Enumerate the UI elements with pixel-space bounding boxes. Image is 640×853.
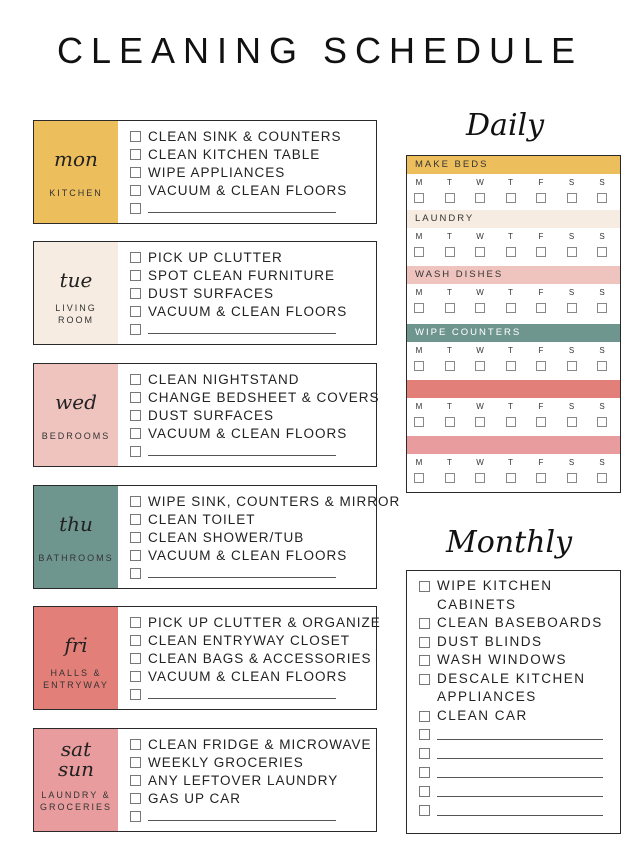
day-checkbox[interactable] xyxy=(536,193,546,203)
write-in-line[interactable] xyxy=(437,730,603,740)
task-checkbox[interactable] xyxy=(130,324,141,335)
blank-task xyxy=(419,801,607,820)
task-checkbox[interactable] xyxy=(419,805,430,816)
day-checkbox[interactable] xyxy=(506,417,516,427)
task-checkbox[interactable] xyxy=(419,729,430,740)
day-checkbox[interactable] xyxy=(506,361,516,371)
write-in-line[interactable] xyxy=(148,446,336,456)
weekday-label: W xyxy=(476,178,484,187)
task-checkbox[interactable] xyxy=(130,446,141,457)
weekday-label: T xyxy=(447,288,452,297)
write-in-line[interactable] xyxy=(437,749,603,759)
day-checkbox[interactable] xyxy=(536,247,546,257)
task-checkbox[interactable] xyxy=(419,637,430,648)
weekday-label: T xyxy=(447,346,452,355)
day-checkbox[interactable] xyxy=(414,303,424,313)
task-item xyxy=(130,546,400,564)
day-checkbox[interactable] xyxy=(567,247,577,257)
blank-task xyxy=(130,320,347,338)
blank-task xyxy=(130,564,400,582)
weekday-label: F xyxy=(538,288,544,297)
day-checkbox[interactable] xyxy=(567,303,577,313)
task-checkbox[interactable] xyxy=(130,775,141,786)
day-checkbox[interactable] xyxy=(445,417,455,427)
task-item xyxy=(130,649,381,667)
task-label: PICK UP CLUTTER & ORGANIZE xyxy=(148,614,381,630)
day-checkbox[interactable] xyxy=(536,473,546,483)
weekday-label: S xyxy=(599,346,605,355)
task-checkbox[interactable] xyxy=(130,203,141,214)
task-label: CLEAN KITCHEN TABLE xyxy=(148,146,321,162)
task-item xyxy=(130,667,381,685)
weekday-label: T xyxy=(447,458,452,467)
day-checkbox[interactable] xyxy=(506,303,516,313)
task-item xyxy=(130,127,347,145)
day-tag xyxy=(34,242,118,344)
day-card-5 xyxy=(33,728,377,832)
weekday-label: S xyxy=(599,402,605,411)
day-checkbox[interactable] xyxy=(414,361,424,371)
weekday-label: S xyxy=(568,402,575,411)
blank-task xyxy=(130,685,381,703)
write-in-line[interactable] xyxy=(148,811,336,821)
blank-task xyxy=(130,807,372,825)
day-checkbox[interactable] xyxy=(597,303,607,313)
task-label: CLEAN NIGHTSTAND xyxy=(148,371,300,387)
weekday-label: M xyxy=(415,232,423,241)
weekday-label: W xyxy=(476,232,484,241)
task-checkbox[interactable] xyxy=(130,689,141,700)
day-checkbox[interactable] xyxy=(506,247,516,257)
weekday-label: M xyxy=(415,346,423,355)
task-label: DUST SURFACES xyxy=(148,407,275,423)
day-checkbox[interactable] xyxy=(414,193,424,203)
daily-task-header xyxy=(407,436,620,454)
weekday-label: S xyxy=(568,458,575,467)
task-checkbox[interactable] xyxy=(130,739,141,750)
task-item xyxy=(130,631,381,649)
day-card-1 xyxy=(33,241,377,345)
blank-task xyxy=(419,763,607,782)
day-card-4 xyxy=(33,606,381,710)
weekday-label: S xyxy=(568,178,575,187)
weekday-label: S xyxy=(599,178,605,187)
day-checkbox[interactable] xyxy=(445,193,455,203)
task-checkbox[interactable] xyxy=(419,767,430,778)
blank-task xyxy=(130,199,347,217)
day-tag xyxy=(34,607,118,709)
day-tag xyxy=(34,729,118,831)
day-checkbox[interactable] xyxy=(536,303,546,313)
weekday-label: S xyxy=(568,288,575,297)
task-item xyxy=(130,510,400,528)
task-checkbox[interactable] xyxy=(130,306,141,317)
task-label: WIPE APPLIANCES xyxy=(148,164,286,180)
weekday-label: S xyxy=(599,232,605,241)
day-checkbox[interactable] xyxy=(414,417,424,427)
monthly-heading: Monthly xyxy=(446,525,573,560)
daily-task-header xyxy=(407,380,620,398)
weekday-label: F xyxy=(538,458,544,467)
day-checkbox[interactable] xyxy=(414,473,424,483)
room-label: HALLS & xyxy=(50,668,102,678)
weekday-label: S xyxy=(599,288,605,297)
task-checkbox[interactable] xyxy=(130,131,141,142)
task-checkbox[interactable] xyxy=(419,618,430,629)
monthly-list xyxy=(406,570,621,834)
task-checkbox[interactable] xyxy=(130,532,141,543)
day-checkbox[interactable] xyxy=(567,473,577,483)
task-label: PICK UP CLUTTER xyxy=(148,249,283,265)
task-label: DUST SURFACES xyxy=(148,285,275,301)
task-item xyxy=(130,284,347,302)
task-checkbox[interactable] xyxy=(419,674,430,685)
weekday-label: T xyxy=(508,178,513,187)
task-checkbox[interactable] xyxy=(130,793,141,804)
room-label: ENTRYWAY xyxy=(43,680,109,690)
day-script: sat xyxy=(60,737,92,761)
day-checkbox[interactable] xyxy=(445,361,455,371)
day-tag xyxy=(34,486,118,588)
weekday-label: F xyxy=(538,346,544,355)
task-checkbox[interactable] xyxy=(130,428,141,439)
weekday-label: T xyxy=(508,458,513,467)
task-checkbox[interactable] xyxy=(130,270,141,281)
task-label: ANY LEFTOVER LAUNDRY xyxy=(148,772,339,788)
task-checkbox[interactable] xyxy=(130,635,141,646)
task-item xyxy=(130,424,380,442)
write-in-line[interactable] xyxy=(148,203,336,213)
day-script: mon xyxy=(54,147,98,171)
weekday-label: F xyxy=(538,178,544,187)
task-item xyxy=(130,613,381,631)
weekday-row xyxy=(407,175,620,211)
day-checkbox[interactable] xyxy=(475,247,485,257)
day-tag xyxy=(34,364,118,466)
task-item xyxy=(130,163,347,181)
day-checkbox[interactable] xyxy=(597,193,607,203)
blank-task xyxy=(419,782,607,801)
day-checkbox[interactable] xyxy=(597,361,607,371)
task-item xyxy=(130,266,347,284)
weekday-label: M xyxy=(415,288,423,297)
weekday-row xyxy=(407,455,620,491)
task-checkbox[interactable] xyxy=(130,671,141,682)
day-card-2 xyxy=(33,363,380,467)
task-label: VACUUM & CLEAN FLOORS xyxy=(148,547,348,563)
task-checkbox[interactable] xyxy=(419,748,430,759)
day-checkbox[interactable] xyxy=(414,247,424,257)
task-label: SPOT CLEAN FURNITURE xyxy=(148,267,336,283)
task-label: VACUUM & CLEAN FLOORS xyxy=(148,425,348,441)
write-in-line[interactable] xyxy=(437,768,603,778)
room-label: BEDROOMS xyxy=(41,431,111,441)
task-item xyxy=(130,370,380,388)
day-checkbox[interactable] xyxy=(475,473,485,483)
day-script: thu xyxy=(59,512,93,536)
weekday-label: T xyxy=(447,402,452,411)
weekday-label: M xyxy=(415,178,423,187)
day-checkbox[interactable] xyxy=(445,473,455,483)
blank-task xyxy=(130,442,380,460)
task-checkbox[interactable] xyxy=(130,392,141,403)
task-label: CHANGE BEDSHEET & COVERS xyxy=(148,389,380,405)
room-label: LIVING xyxy=(55,303,97,313)
day-checkbox[interactable] xyxy=(567,417,577,427)
task-item xyxy=(130,753,372,771)
task-label: VACUUM & CLEAN FLOORS xyxy=(148,303,348,319)
weekday-label: T xyxy=(447,178,452,187)
weekday-label: F xyxy=(538,232,544,241)
task-checkbox[interactable] xyxy=(130,811,141,822)
weekday-row xyxy=(407,399,620,435)
task-label: VACUUM & CLEAN FLOORS xyxy=(148,182,348,198)
task-label: CLEAN BAGS & ACCESSORIES xyxy=(148,650,372,666)
monthly-task xyxy=(419,651,607,670)
task-label: CLEAN SINK & COUNTERS xyxy=(148,128,342,144)
task-item xyxy=(130,302,347,320)
weekday-label: S xyxy=(568,232,575,241)
day-checkbox[interactable] xyxy=(475,361,485,371)
task-item xyxy=(130,492,400,510)
task-label: CLEAN SHOWER/TUB xyxy=(148,529,305,545)
monthly-task xyxy=(419,707,607,726)
task-label: CLEAN FRIDGE & MICROWAVE xyxy=(148,736,372,752)
task-checkbox[interactable] xyxy=(419,786,430,797)
write-in-line[interactable] xyxy=(437,787,603,797)
task-label: DUST BLINDS xyxy=(437,633,543,649)
task-label: GAS UP CAR xyxy=(148,790,242,806)
task-checkbox[interactable] xyxy=(130,496,141,507)
blank-task xyxy=(419,725,607,744)
task-item xyxy=(130,528,400,546)
task-checkbox[interactable] xyxy=(130,514,141,525)
day-script: tue xyxy=(59,268,93,292)
day-script: wed xyxy=(55,390,97,414)
day-checkbox[interactable] xyxy=(475,193,485,203)
day-script: fri xyxy=(64,633,88,657)
daily-task-header: MAKE BEDS xyxy=(407,156,620,174)
day-checkbox[interactable] xyxy=(475,417,485,427)
day-checkbox[interactable] xyxy=(445,303,455,313)
weekday-label: T xyxy=(508,288,513,297)
weekday-label: M xyxy=(415,458,423,467)
daily-tracker xyxy=(406,155,621,493)
day-script: sun xyxy=(57,757,95,781)
task-checkbox[interactable] xyxy=(419,655,430,666)
day-checkbox[interactable] xyxy=(445,247,455,257)
task-checkbox[interactable] xyxy=(130,757,141,768)
day-card-0 xyxy=(33,120,377,224)
weekday-label: W xyxy=(476,402,484,411)
weekday-label: W xyxy=(476,346,484,355)
task-label: CLEAN CAR xyxy=(437,707,528,723)
blank-task xyxy=(419,744,607,763)
write-in-line[interactable] xyxy=(148,324,336,334)
room-label: ROOM xyxy=(58,315,94,325)
room-label: BATHROOMS xyxy=(38,553,114,563)
monthly-task xyxy=(419,633,607,652)
task-label: WIPE KITCHEN CABINETS xyxy=(437,578,553,612)
task-label: WEEKLY GROCERIES xyxy=(148,754,304,770)
task-item xyxy=(130,145,347,163)
weekday-label: M xyxy=(415,402,423,411)
daily-task-header: WASH DISHES xyxy=(407,266,620,284)
task-item xyxy=(130,406,380,424)
day-checkbox[interactable] xyxy=(597,473,607,483)
weekday-label: T xyxy=(508,232,513,241)
weekday-row xyxy=(407,229,620,265)
room-label: KITCHEN xyxy=(49,188,103,198)
day-checkbox[interactable] xyxy=(536,361,546,371)
task-item xyxy=(130,388,380,406)
day-checkbox[interactable] xyxy=(567,193,577,203)
day-checkbox[interactable] xyxy=(506,193,516,203)
task-checkbox[interactable] xyxy=(419,711,430,722)
task-item xyxy=(130,181,347,199)
task-label: VACUUM & CLEAN FLOORS xyxy=(148,668,348,684)
task-checkbox[interactable] xyxy=(130,410,141,421)
day-checkbox[interactable] xyxy=(597,417,607,427)
write-in-line[interactable] xyxy=(437,806,603,816)
room-label: GROCERIES xyxy=(39,802,112,812)
task-checkbox[interactable] xyxy=(130,288,141,299)
weekday-label: S xyxy=(568,346,575,355)
task-label: CLEAN ENTRYWAY CLOSET xyxy=(148,632,351,648)
page-title: CLEANING SCHEDULE xyxy=(56,30,584,71)
weekday-label: T xyxy=(508,346,513,355)
task-checkbox[interactable] xyxy=(130,185,141,196)
task-item xyxy=(130,248,347,266)
task-checkbox[interactable] xyxy=(130,550,141,561)
day-checkbox[interactable] xyxy=(506,473,516,483)
monthly-task xyxy=(419,577,607,614)
weekday-label: W xyxy=(476,458,484,467)
task-label: CLEAN BASEBOARDS xyxy=(437,615,603,630)
task-checkbox[interactable] xyxy=(419,581,430,592)
weekday-label: S xyxy=(599,458,605,467)
weekday-row xyxy=(407,285,620,321)
day-checkbox[interactable] xyxy=(475,303,485,313)
day-checkbox[interactable] xyxy=(567,361,577,371)
weekday-label: F xyxy=(538,402,544,411)
day-checkbox[interactable] xyxy=(536,417,546,427)
task-checkbox[interactable] xyxy=(130,149,141,160)
task-checkbox[interactable] xyxy=(130,568,141,579)
daily-task-header: LAUNDRY xyxy=(407,210,620,228)
write-in-line[interactable] xyxy=(148,689,336,699)
task-checkbox[interactable] xyxy=(130,617,141,628)
write-in-line[interactable] xyxy=(148,568,336,578)
task-label: WIPE SINK, COUNTERS & MIRROR xyxy=(148,493,401,509)
daily-task-header: WIPE COUNTERS xyxy=(407,324,620,342)
task-label: CLEAN TOILET xyxy=(148,511,256,527)
weekday-label: T xyxy=(447,232,452,241)
task-label: WASH WINDOWS xyxy=(437,652,567,667)
task-label: DESCALE KITCHEN APPLIANCES xyxy=(437,670,586,704)
task-checkbox[interactable] xyxy=(130,374,141,385)
task-checkbox[interactable] xyxy=(130,252,141,263)
weekday-label: T xyxy=(508,402,513,411)
task-checkbox[interactable] xyxy=(130,167,141,178)
task-item xyxy=(130,771,372,789)
day-card-3 xyxy=(33,485,401,589)
room-label: LAUNDRY & xyxy=(41,790,111,800)
task-item xyxy=(130,789,372,807)
monthly-task xyxy=(419,670,607,707)
day-tag xyxy=(34,121,118,223)
monthly-task xyxy=(419,614,607,633)
weekday-row xyxy=(407,343,620,379)
task-item xyxy=(130,735,372,753)
daily-heading: Daily xyxy=(466,108,545,143)
day-checkbox[interactable] xyxy=(597,247,607,257)
task-checkbox[interactable] xyxy=(130,653,141,664)
weekday-label: W xyxy=(476,288,484,297)
